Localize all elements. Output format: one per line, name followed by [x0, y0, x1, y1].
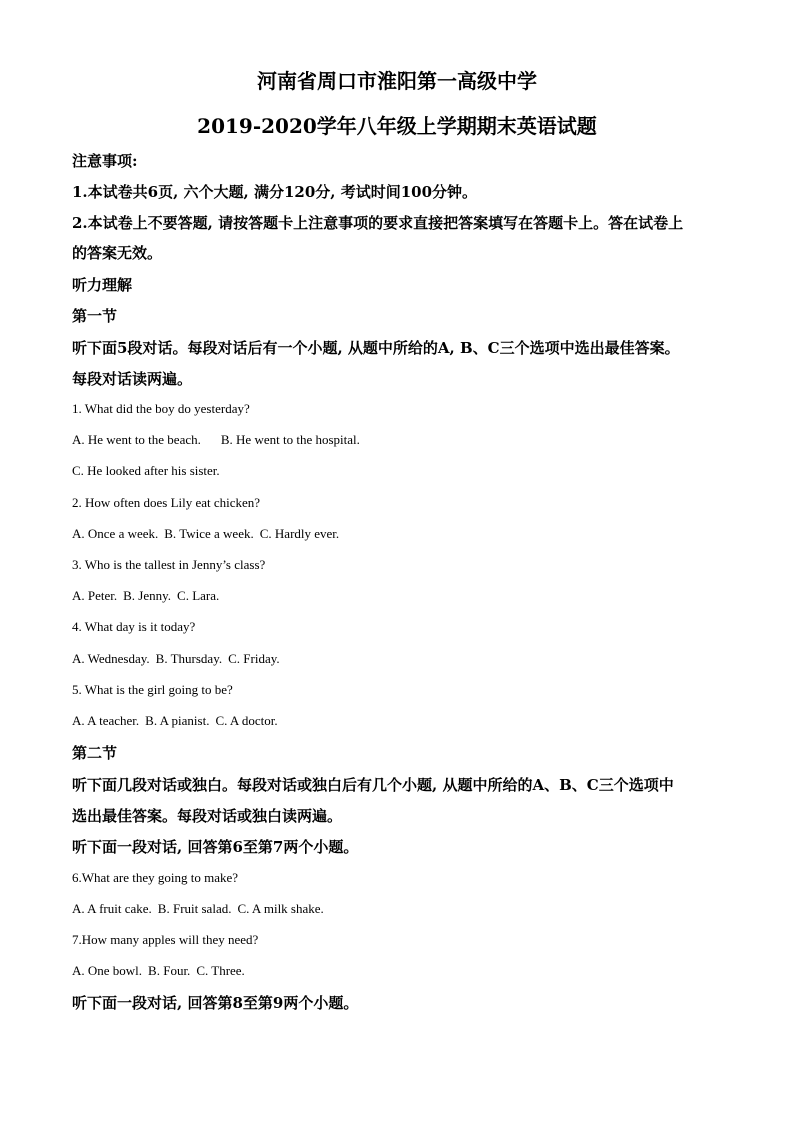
question-1-option-a: A. He went to the beach. — [72, 432, 201, 447]
question-2-option-b: B. Twice a week. — [164, 526, 254, 541]
question-5-options-row — [72, 712, 732, 730]
section-1-instruction-line-2: 每段对话读两遍。 — [72, 370, 193, 388]
question-4-option-a: A. Wednesday. — [72, 651, 150, 666]
section-2-instruction-line-1: 听下面几段对话或独白。每段对话或独白后有几个小题, 从题中所给的A、B、C三个选项中 — [72, 776, 674, 794]
question-6-option-c: C. A milk shake. — [237, 901, 324, 916]
question-5-option-a: A. A teacher. — [72, 713, 140, 728]
question-3-option-c: C. Lara. — [177, 588, 220, 603]
notes-item-2-line-2: 的答案无效。 — [72, 244, 163, 262]
section-2-instruction-line-2: 选出最佳答案。每段对话或独白读两遍。 — [72, 807, 343, 825]
question-7-option-c: C. Three. — [196, 963, 245, 978]
section-1-instruction-line-1: 听下面5段对话。每段对话后有一个小题, 从题中所给的A, B、C三个选项中选出最佳答案。 — [72, 339, 680, 357]
question-2-options-row — [72, 525, 732, 543]
listening-heading: 听力理解 — [72, 276, 133, 294]
question-7-options-row — [72, 962, 732, 980]
question-6-options-row — [72, 900, 732, 918]
question-3-stem: 3. Who is the tallest in Jenny’s class? — [72, 557, 266, 572]
question-3-option-a: A. Peter. — [72, 588, 118, 603]
question-5-option-c: C. A doctor. — [215, 713, 278, 728]
exam-title: 2019-2020学年八年级上学期期末英语试题 — [197, 114, 597, 138]
question-4-stem: 4. What day is it today? — [72, 619, 196, 634]
question-3-options-row — [72, 587, 732, 605]
question-4-option-c: C. Friday. — [228, 651, 280, 666]
question-5-stem: 5. What is the girl going to be? — [72, 682, 233, 697]
section-1-title: 第一节 — [72, 307, 118, 325]
question-6-option-a: A. A fruit cake. — [72, 901, 152, 916]
question-3-option-b: B. Jenny. — [123, 588, 172, 603]
question-6-stem: 6.What are they going to make? — [72, 870, 239, 885]
question-2-option-c: C. Hardly ever. — [259, 526, 340, 541]
school-title: 河南省周口市淮阳第一高级中学 — [257, 69, 537, 93]
question-4-options-row — [72, 650, 732, 668]
question-1-option-b: B. He went to the hospital. — [220, 432, 360, 447]
question-2-option-a: A. Once a week. — [72, 526, 159, 541]
group-1-intro: 听下面一段对话, 回答第6至第7两个小题。 — [72, 838, 359, 856]
question-7-option-a: A. One bowl. — [72, 963, 143, 978]
notes-item-1: 1.本试卷共6页, 六个大题, 满分120分, 考试时间100分钟。 — [72, 183, 478, 201]
question-4-option-b: B. Thursday. — [155, 651, 223, 666]
notes-heading: 注意事项: — [72, 152, 138, 170]
section-2-title: 第二节 — [72, 744, 118, 762]
question-5-option-b: B. A pianist. — [145, 713, 210, 728]
question-1-option-c: C. He looked after his sister. — [72, 463, 220, 478]
question-1-options-row — [72, 431, 732, 449]
question-7-stem: 7.How many apples will they need? — [72, 932, 259, 947]
question-1-stem: 1. What did the boy do yesterday? — [72, 401, 250, 416]
question-2-stem: 2. How often does Lily eat chicken? — [72, 495, 261, 510]
question-7-option-b: B. Four. — [148, 963, 191, 978]
group-2-intro: 听下面一段对话, 回答第8至第9两个小题。 — [72, 994, 359, 1012]
notes-item-2-line-1: 2.本试卷上不要答题, 请按答题卡上注意事项的要求直接把答案填写在答题卡上。答在试卷上 — [72, 214, 684, 232]
question-6-option-b: B. Fruit salad. — [157, 901, 232, 916]
